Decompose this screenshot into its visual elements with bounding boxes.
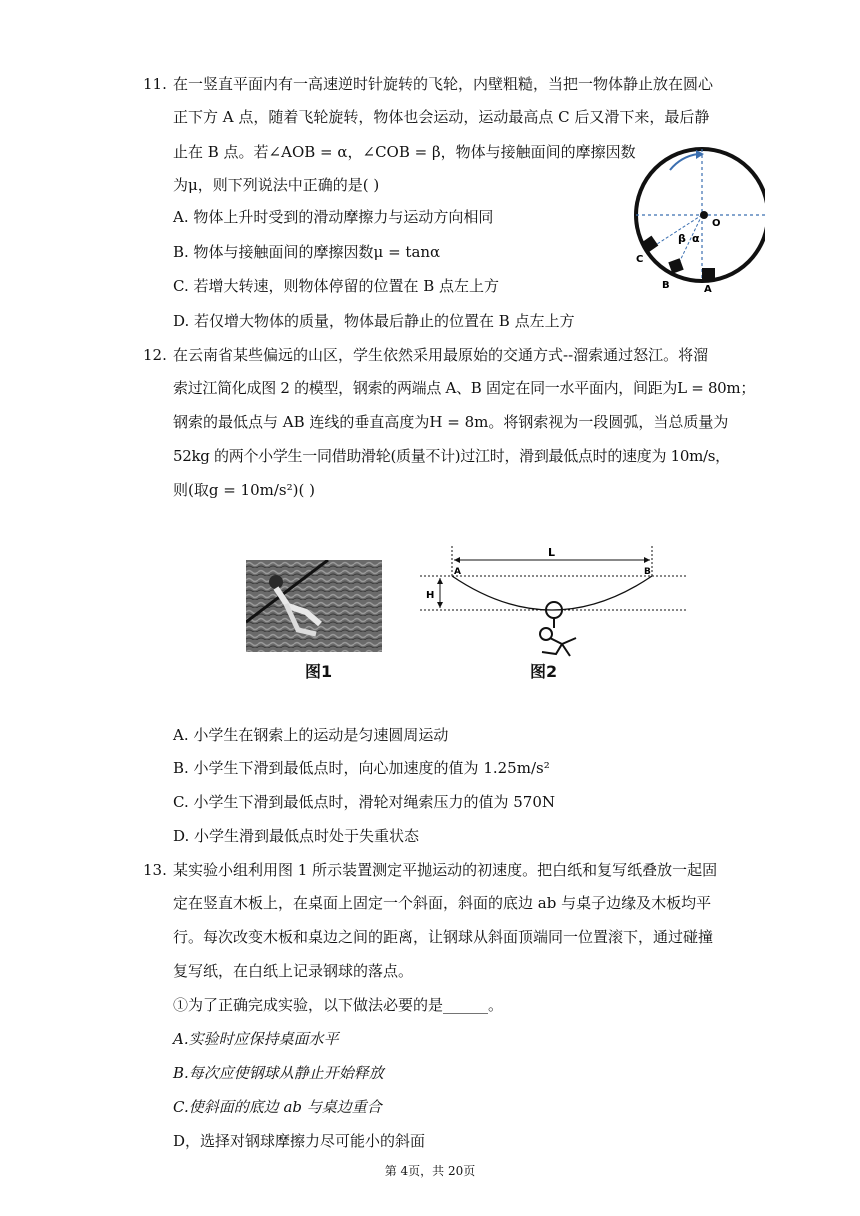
q11-stem-line-4: 为μ，则下列说法中正确的是( ) (173, 176, 380, 194)
question-number-11: 11. (143, 75, 167, 93)
q13-stem-line-3: 行。每次改变木板和桌边之间的距离，让钢球从斜面顶端同一位置滚下，通过碰撞 (173, 928, 714, 946)
q11-option-b: B. 物体与接触面间的摩擦因数μ = tanα (173, 243, 441, 261)
question-number-13: 13. (143, 861, 167, 879)
label-H: H (426, 590, 435, 601)
q13-subquestion-1: ①为了正确完成实验，以下做法必要的是______。 (173, 996, 504, 1014)
q12-stem-line-3: 钢索的最低点与 AB 连线的垂直高度为H = 8m。将钢索视为一段圆弧，当总质量为 (173, 413, 729, 431)
label-b: B (662, 280, 670, 291)
label-alpha: α (692, 232, 700, 245)
figure-1-caption: 图1 (305, 662, 333, 681)
q13-stem-line-1: 某实验小组利用图 1 所示装置测定平抛运动的初速度。把白纸和复写纸叠放一起固 (173, 861, 718, 879)
label-c: C (636, 254, 644, 265)
label-A: A (454, 567, 461, 577)
page-footer: 第 4页，共 20页 (384, 1164, 476, 1178)
q11-option-d: D. 若仅增大物体的质量，物体最后静止的位置在 B 点左上方 (173, 312, 575, 330)
figure-2-caption: 图2 (530, 662, 558, 681)
child-head (269, 575, 283, 589)
q12-option-c: C. 小学生下滑到最低点时，滑轮对绳索压力的值为 570N (173, 793, 556, 811)
block-a (702, 268, 715, 280)
q12-option-a: A. 小学生在钢索上的运动是匀速圆周运动 (173, 726, 449, 744)
zipline-photo (246, 560, 382, 652)
q13-stem-line-2: 定在竖直木板上，在桌面上固定一个斜面，斜面的底边 ab 与桌子边缘及木板均平 (173, 894, 712, 912)
height-arrow-top (437, 578, 443, 584)
q11-stem-line-3: 止在 B 点。若∠AOB = α，∠COB = β，物体与接触面间的摩擦因数 (173, 143, 636, 161)
height-arrow-bottom (437, 602, 443, 608)
q11-stem-line-2: 正下方 A 点，随着飞轮旋转，物体也会运动，运动最高点 C 后又滑下来，最后静 (173, 108, 710, 126)
center-point (700, 211, 708, 219)
q12-stem-line-2: 索过江简化成图 2 的模型，钢索的两端点 A、B 固定在同一水平面内，间距为L = 80m； (173, 379, 756, 397)
q11-option-c: C. 若增大转速，则物体停留的位置在 B 点左上方 (173, 277, 500, 295)
rotation-arrow-head (696, 150, 704, 159)
zipline-model-diagram (420, 540, 690, 660)
length-arrow-left (454, 557, 460, 563)
length-arrow-right (644, 557, 650, 563)
label-o: O (712, 218, 721, 229)
q13-choice-c: C.使斜面的底边 ab 与桌边重合 (173, 1098, 382, 1116)
q13-choice-d: D，选择对钢球摩擦力尽可能小的斜面 (173, 1132, 426, 1150)
q12-stem-line-1: 在云南省某些偏远的山区，学生依然采用最原始的交通方式--溜索通过怒江。将溜 (173, 346, 709, 364)
q11-stem-line-1: 在一竖直平面内有一高速逆时针旋转的飞轮，内壁粗糙，当把一物体静止放在圆心 (173, 75, 714, 93)
q12-stem-line-5: 则(取g = 10m/s²)( ) (173, 481, 315, 499)
label-a: A (704, 284, 712, 295)
q12-option-b: B. 小学生下滑到最低点时，向心加速度的值为 1.25m/s² (173, 759, 550, 777)
label-B: B (644, 567, 651, 577)
q12-stem-line-4: 52kg 的两个小学生一同借助滑轮(质量不计)过江时，滑到最低点时的速度为 10m/s， (173, 447, 730, 465)
q11-option-a: A. 物体上升时受到的滑动摩擦力与运动方向相同 (173, 208, 494, 226)
q12-option-d: D. 小学生滑到最低点时处于失重状态 (173, 827, 420, 845)
q13-choice-a: A.实验时应保持桌面水平 (173, 1030, 339, 1048)
label-beta: β (678, 232, 686, 245)
q13-stem-line-4: 复写纸，在白纸上记录钢球的落点。 (173, 962, 414, 980)
label-L: L (548, 546, 556, 559)
q13-choice-b: B.每次应使钢球从静止开始释放 (173, 1064, 384, 1082)
cable-arc (452, 576, 652, 610)
flywheel-figure (630, 140, 765, 295)
question-number-12: 12. (143, 346, 167, 364)
